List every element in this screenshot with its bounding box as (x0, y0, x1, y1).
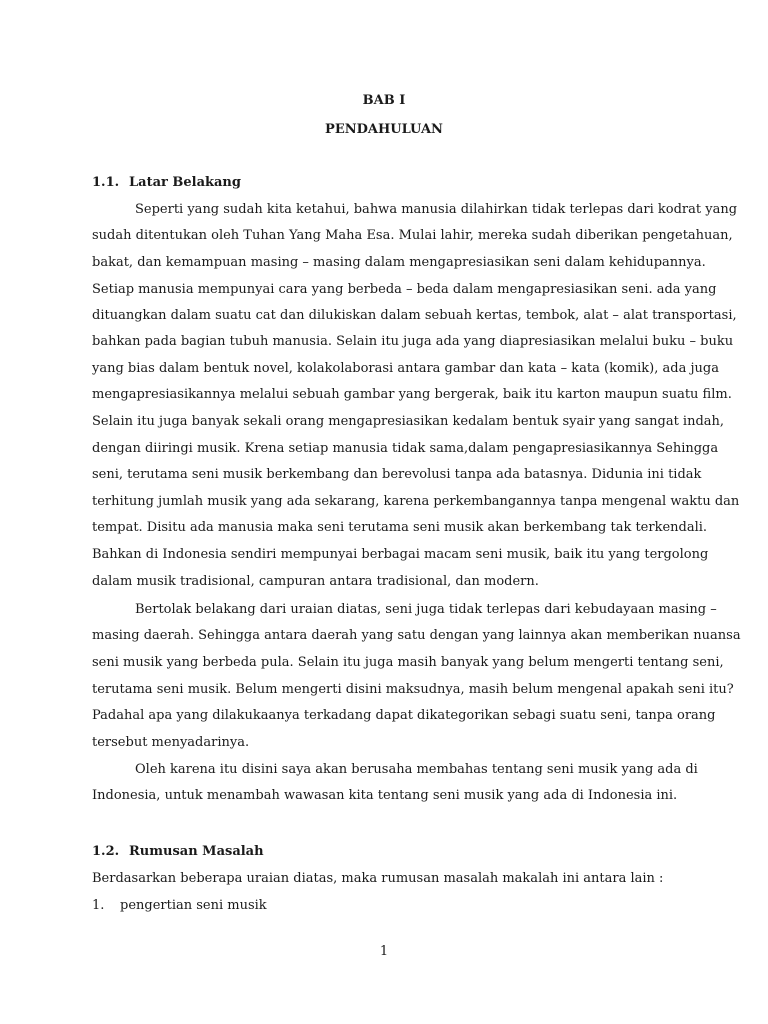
paragraph-line: seni musik yang berbeda pula. Selain itu juga masih banyak yang belum mengerti tentang seni, (92, 655, 724, 670)
section-title: Rumusan Masalah (129, 844, 264, 859)
paragraph-line: dengan diiringi musik. Krena setiap manusia tidak sama,dalam pengapresiasikannya Sehingga (92, 441, 719, 456)
section-number: 1.2. (92, 844, 120, 859)
paragraph-line: tempat. Disitu ada manusia maka seni terutama seni musik akan berkembang tak terkendali. (92, 520, 708, 535)
paragraph-line: seni, terutama seni musik berkembang dan berevolusi tanpa ada batasnya. Didunia ini tidak (92, 467, 702, 482)
paragraph-line: Selain itu juga banyak sekali orang mengapresiasikan kedalam bentuk syair yang sangat indah, (92, 414, 725, 429)
section-intro: Berdasarkan beberapa uraian diatas, maka rumusan masalah makalah ini antara lain : (92, 871, 664, 886)
paragraph-line: sudah ditentukan oleh Tuhan Yang Maha Esa. Mulai lahir, mereka sudah diberikan pengetahuan, (92, 228, 733, 243)
chapter-label: BAB I (362, 93, 406, 108)
paragraph-line: terutama seni musik. Belum mengerti disini maksudnya, masih belum mengenal apakah seni itu? (92, 682, 734, 697)
paragraph-line: terhitung jumlah musik yang ada sekarang, karena perkembangannya tanpa mengenal waktu dan (92, 494, 740, 509)
paragraph-line: Seperti yang sudah kita ketahui, bahwa manusia dilahirkan tidak terlepas dari kodrat yang (135, 202, 738, 217)
paragraph-line: dalam musik tradisional, campuran antara tradisional, dan modern. (92, 574, 539, 589)
paragraph-line: Oleh karena itu disini saya akan berusaha membahas tentang seni musik yang ada di (135, 762, 698, 777)
paragraph-line: Padahal apa yang dilakukaanya terkadang dapat dikategorikan sebagi suatu seni, tanpa orang (92, 708, 716, 723)
paragraph-line: yang bias dalam bentuk novel, kolakolaborasi antara gambar dan kata – kata (komik), ada juga (92, 361, 719, 376)
chapter-title: PENDAHULUAN (325, 122, 443, 137)
section-heading-rumusan-masalah (92, 844, 264, 859)
paragraph-line: Bertolak belakang dari uraian diatas, seni juga tidak terlepas dari kebudayaan masing – (135, 602, 717, 617)
paragraph-line: Indonesia, untuk menambah wawasan kita tentang seni musik yang ada di Indonesia ini. (92, 788, 678, 803)
paragraph-line: bahkan pada bagian tubuh manusia. Selain itu juga ada yang diapresiasikan melalui buku – buku (92, 334, 734, 349)
paragraph-line: Bahkan di Indonesia sendiri mempunyai berbagai macam seni musik, baik itu yang tergolong (92, 547, 709, 562)
section-title: Latar Belakang (129, 175, 241, 190)
section-heading-latar-belakang (92, 175, 241, 190)
list-item-text: pengertian seni musik (120, 898, 267, 913)
section-number: 1.1. (92, 175, 120, 190)
paragraph-line: bakat, dan kemampuan masing – masing dalam mengapresiasikan seni dalam kehidupannya. (92, 255, 706, 270)
paragraph-line: masing daerah. Sehingga antara daerah yang satu dengan yang lainnya akan memberikan nuansa (92, 628, 741, 643)
list-item-number: 1. (92, 898, 105, 913)
page-number: 1 (379, 944, 389, 959)
paragraph-line: mengapresiasikannya melalui sebuah gambar yang bergerak, baik itu karton maupun suatu film. (92, 387, 732, 402)
paragraph-line: dituangkan dalam suatu cat dan dilukiskan dalam sebuah kertas, tembok, alat – alat transportasi, (92, 308, 737, 323)
paragraph-line: Setiap manusia mempunyai cara yang berbeda – beda dalam mengapresiasikan seni. ada yang (92, 282, 717, 297)
paragraph-line: tersebut menyadarinya. (92, 735, 250, 750)
